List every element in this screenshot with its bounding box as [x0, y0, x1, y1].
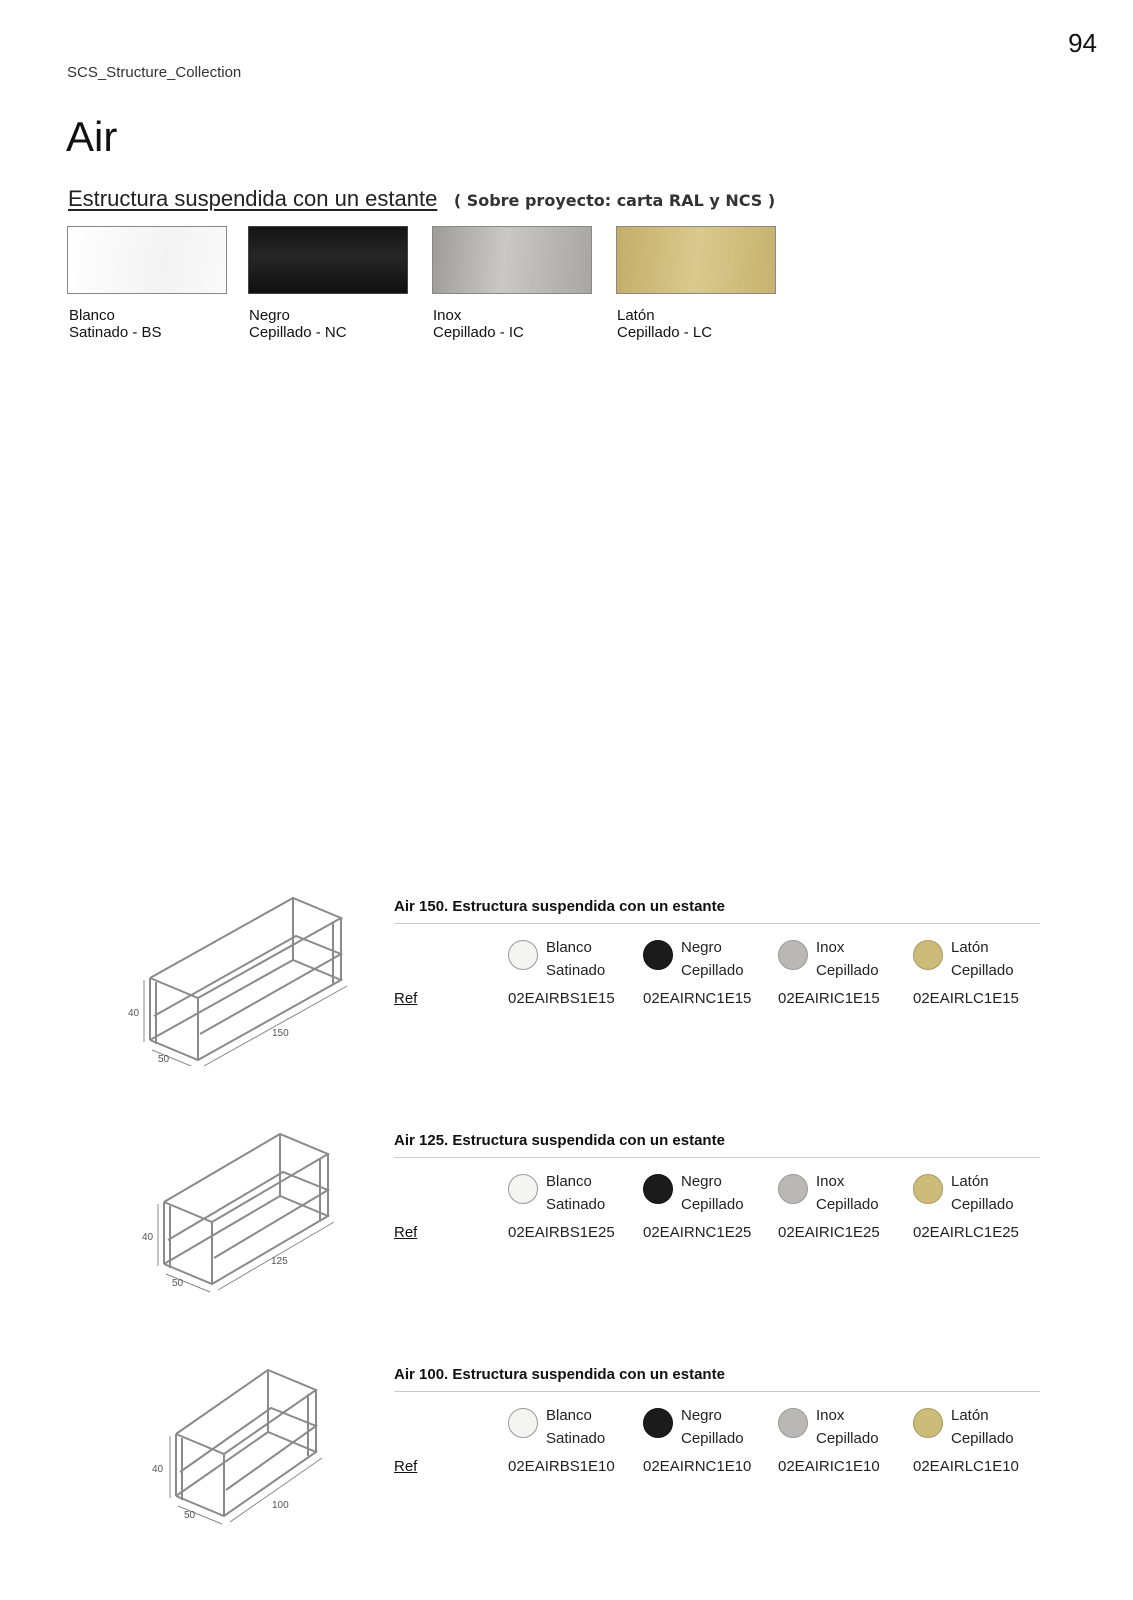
dim-height: 40 — [142, 1232, 154, 1243]
finish-laton: Latón Cepillado 02EAIRLC1E15 — [913, 939, 1019, 1007]
swatch-label-negro: Negro Cepillado - NC — [249, 307, 347, 341]
subtitle-main: Estructura suspendida con un estante — [68, 186, 438, 211]
color-dot-blanco — [508, 940, 538, 970]
swatch-label-laton: Latón Cepillado - LC — [617, 307, 713, 341]
swatch-negro — [248, 226, 408, 294]
color-dot-negro — [643, 940, 673, 970]
product-drawing-air-125 — [134, 1126, 354, 1296]
swatch-label-blanco: Blanco Satinado - BS — [69, 307, 162, 341]
color-dot-inox — [778, 1408, 808, 1438]
color-dot-inox — [778, 940, 808, 970]
ref-code: 02EAIRBS1E15 — [508, 990, 615, 1007]
finish-blanco: Blanco Satinado 02EAIRBS1E10 — [508, 1407, 615, 1475]
ref-code: 02EAIRIC1E15 — [778, 990, 880, 1007]
ref-code: 02EAIRBS1E10 — [508, 1458, 615, 1475]
ref-label: Ref — [394, 1224, 418, 1241]
product-drawing-air-150 — [118, 896, 358, 1066]
ref-code: 02EAIRIC1E10 — [778, 1458, 880, 1475]
ref-code: 02EAIRNC1E10 — [643, 1458, 752, 1475]
ref-code: 02EAIRLC1E10 — [913, 1458, 1019, 1475]
finish-blanco: Blanco Satinado 02EAIRBS1E25 — [508, 1173, 615, 1241]
color-dot-blanco — [508, 1408, 538, 1438]
color-dot-negro — [643, 1174, 673, 1204]
dim-width: 125 — [271, 1256, 288, 1267]
divider — [394, 1391, 1040, 1392]
ref-code: 02EAIRNC1E15 — [643, 990, 752, 1007]
dim-width: 100 — [272, 1500, 289, 1511]
dim-depth: 50 — [158, 1054, 170, 1065]
color-dot-laton — [913, 940, 943, 970]
product-title: Air 100. Estructura suspendida con un estante — [394, 1366, 725, 1383]
finish-laton: Latón Cepillado 02EAIRLC1E25 — [913, 1173, 1019, 1241]
swatch-label-inox: Inox Cepillado - IC — [433, 307, 524, 341]
dim-width: 150 — [272, 1028, 289, 1039]
section-subtitle — [68, 186, 775, 212]
product-air-150 — [0, 898, 1133, 1108]
finish-inox: Inox Cepillado 02EAIRIC1E25 — [778, 1173, 880, 1241]
ref-code: 02EAIRBS1E25 — [508, 1224, 615, 1241]
swatch-blanco — [67, 226, 227, 294]
color-dot-laton — [913, 1174, 943, 1204]
finish-laton: Latón Cepillado 02EAIRLC1E10 — [913, 1407, 1019, 1475]
dim-depth: 50 — [184, 1510, 196, 1521]
subtitle-note: ( Sobre proyecto: carta RAL y NCS ) — [453, 191, 776, 210]
ref-label: Ref — [394, 1458, 418, 1475]
finish-negro: Negro Cepillado 02EAIRNC1E10 — [643, 1407, 752, 1475]
dim-height: 40 — [152, 1464, 164, 1475]
color-dot-blanco — [508, 1174, 538, 1204]
page-number: 94 — [1068, 28, 1097, 58]
finish-blanco: Blanco Satinado 02EAIRBS1E15 — [508, 939, 615, 1007]
color-dot-negro — [643, 1408, 673, 1438]
ref-code: 02EAIRLC1E25 — [913, 1224, 1019, 1241]
color-dot-laton — [913, 1408, 943, 1438]
divider — [394, 1157, 1040, 1158]
ref-label: Ref — [394, 990, 418, 1007]
swatch-inox — [432, 226, 592, 294]
product-air-125 — [0, 1132, 1133, 1342]
ref-code: 02EAIRNC1E25 — [643, 1224, 752, 1241]
finish-inox: Inox Cepillado 02EAIRIC1E10 — [778, 1407, 880, 1475]
ref-code: 02EAIRIC1E25 — [778, 1224, 880, 1241]
product-title: Air 125. Estructura suspendida con un estante — [394, 1132, 725, 1149]
finish-negro: Negro Cepillado 02EAIRNC1E15 — [643, 939, 752, 1007]
color-dot-inox — [778, 1174, 808, 1204]
dim-height: 40 — [128, 1008, 140, 1019]
swatch-laton — [616, 226, 776, 294]
ref-code: 02EAIRLC1E15 — [913, 990, 1019, 1007]
finish-negro: Negro Cepillado 02EAIRNC1E25 — [643, 1173, 752, 1241]
document-code: SCS_Structure_Collection — [67, 64, 242, 81]
divider — [394, 923, 1040, 924]
page-title: Air — [66, 113, 118, 160]
dim-depth: 50 — [172, 1278, 184, 1289]
product-title: Air 150. Estructura suspendida con un estante — [394, 898, 725, 915]
product-drawing-air-100 — [146, 1360, 346, 1530]
finish-inox: Inox Cepillado 02EAIRIC1E15 — [778, 939, 880, 1007]
product-air-100 — [0, 1366, 1133, 1576]
